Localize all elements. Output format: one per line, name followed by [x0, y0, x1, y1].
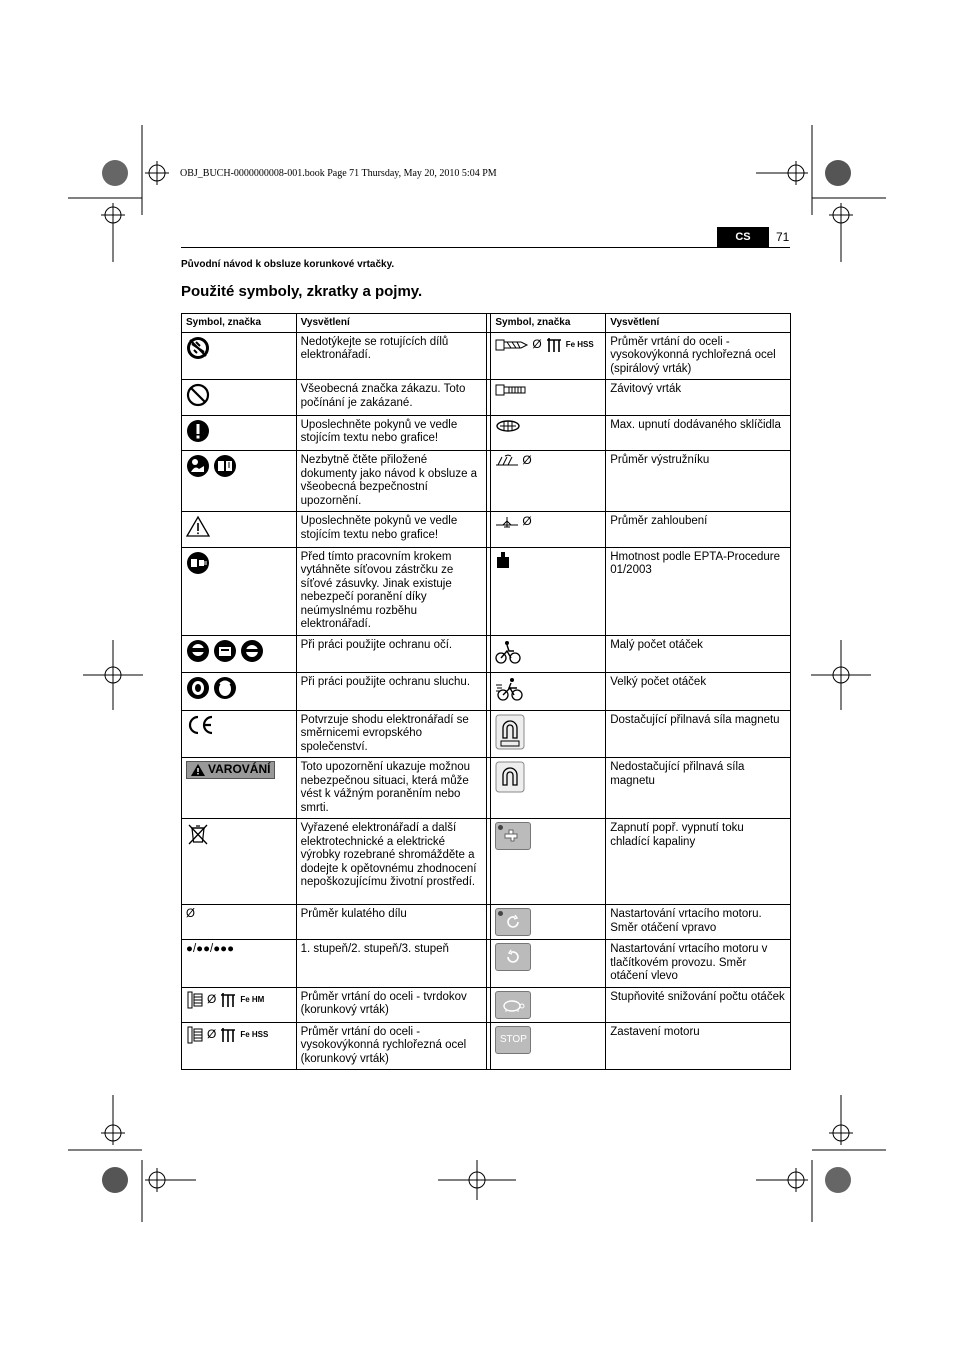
- table-row: [182, 940, 791, 988]
- table-header-row: [182, 314, 791, 333]
- table-cell: Zastavení motoru: [606, 1022, 791, 1070]
- exclamation-icon: [186, 419, 210, 443]
- table-cell: Toto upozornění ukazuje možnou nebezpečnou situaci, která může vést k vážným poraněním nebo smrti.: [296, 758, 487, 819]
- core-drill-icon: [186, 991, 204, 1009]
- table-row: [182, 451, 791, 512]
- ear-muffs-icon: [213, 676, 237, 700]
- table-row: [182, 710, 791, 758]
- rotate-left-icon: [504, 948, 522, 966]
- chuck-max-icon: [495, 419, 521, 433]
- fe-hss-label: Fe HSS: [565, 339, 594, 349]
- table-cell: Hmotnost podle EPTA-Procedure 01/2003: [606, 547, 791, 635]
- table-cell: Nastartování vrtacího motoru. Směr otáčení vpravo: [606, 905, 791, 940]
- turtle-icon: [501, 997, 525, 1013]
- stop-button: [495, 1026, 531, 1054]
- table-cell: Velký počet otáček: [606, 673, 791, 711]
- table-cell: Potvrzuje shodu elektronářadí se směrnicemi evropského společenství.: [296, 710, 487, 758]
- table-cell: Závitový vrták: [606, 380, 791, 416]
- reamer-icon: [495, 454, 519, 468]
- diameter-symbol: Ø: [532, 336, 542, 351]
- material-steel-icon: [545, 336, 563, 354]
- table-row: [182, 547, 791, 635]
- speed-reduction-button: [495, 991, 531, 1019]
- table-cell: Průměr kulatého dílu: [296, 905, 487, 940]
- diameter-symbol: Ø: [522, 453, 532, 468]
- header-explanation-left: Vysvětlení: [296, 314, 487, 333]
- twist-drill-icon: [495, 338, 529, 352]
- page-number: 71: [776, 230, 790, 244]
- table-cell: Malý počet otáček: [606, 635, 791, 673]
- diameter-symbol: Ø: [207, 991, 217, 1006]
- weight-icon: [495, 551, 511, 569]
- ear-protection-icon: [186, 676, 210, 700]
- motor-right-button: [495, 908, 531, 936]
- table-row: [182, 332, 791, 380]
- section-title: Použité symboly, zkratky a pojmy.: [181, 283, 423, 300]
- fast-cyclist-icon: [495, 676, 525, 702]
- diameter-symbol: Ø: [207, 1026, 217, 1041]
- table-row: [182, 673, 791, 711]
- table-cell: Před tímto pracovním krokem vytáhněte síťovou zástrčku ze síťové zásuvky. Jinak existuje nebezpečí poranění díky neúmyslnému rozběhu elektronářadí.: [296, 547, 487, 635]
- tap-drill-icon: [495, 383, 527, 397]
- prohibition-icon: [186, 383, 210, 407]
- diameter-symbol: Ø: [522, 514, 532, 529]
- table-cell: Nedotýkejte se rotujících dílů elektronářadí.: [296, 332, 487, 380]
- table-cell: Nedostačující přilnavá síla magnetu: [606, 758, 791, 819]
- table-cell: Všeobecná značka zákazu. Toto počínání je zakázané.: [296, 380, 487, 416]
- face-shield-icon: [213, 639, 237, 663]
- warning-label: [186, 761, 275, 779]
- table-cell: Zapnutí popř. vypnutí toku chladící kapaliny: [606, 819, 791, 905]
- table-cell: Nezbytně čtěte přiložené dokumenty jako návod k obsluze a všeobecná bezpečnostní upozornění.: [296, 451, 487, 512]
- table-cell: Uposlechněte pokynů ve vedle stojícím textu nebo grafice!: [296, 415, 487, 451]
- motor-left-button: [495, 943, 531, 971]
- header-symbol-right: Symbol, značka: [491, 314, 606, 333]
- table-cell: Při práci použijte ochranu sluchu.: [296, 673, 487, 711]
- table-cell: Dostačující přilnavá síla magnetu: [606, 710, 791, 758]
- table-cell: Průměr vrtání do oceli - tvrdokov (korunkový vrták): [296, 987, 487, 1022]
- no-touch-rotating-icon: [186, 336, 210, 360]
- ce-mark-icon: [186, 714, 214, 736]
- table-cell: Průměr zahloubení: [606, 512, 791, 548]
- table-row: [182, 380, 791, 416]
- speed-level-symbols: ●/●●/●●●: [182, 940, 297, 988]
- fe-hm-label: Fe HM: [240, 994, 265, 1004]
- magnet-sufficient-icon: [495, 714, 525, 750]
- language-tab: CS: [717, 227, 769, 247]
- table-row: [182, 512, 791, 548]
- document-subtitle: Původní návod k obsluze korunkové vrtačky.: [181, 259, 395, 270]
- table-row: [182, 987, 791, 1022]
- table-row: [182, 1022, 791, 1070]
- table-cell: Uposlechněte pokynů ve vedle stojícím textu nebo grafice!: [296, 512, 487, 548]
- table-row: [182, 415, 791, 451]
- coolant-tap-icon: [503, 828, 523, 844]
- warning-triangle-icon: [186, 515, 210, 539]
- safety-glasses-icon: [240, 639, 264, 663]
- coolant-tap-button: [495, 822, 531, 850]
- safety-goggles-icon: [186, 639, 210, 663]
- header-explanation-right: Vysvětlení: [606, 314, 791, 333]
- book-info-line: OBJ_BUCH-0000000008-001.book Page 71 Thursday, May 20, 2010 5:04 PM: [180, 168, 497, 179]
- table-cell: Průměr výstružníku: [606, 451, 791, 512]
- table-cell: Průměr vrtání do oceli - vysokovýkonná rychlořezná ocel (spirálový vrták): [606, 332, 791, 380]
- header-rule: [181, 247, 790, 248]
- symbols-table: [181, 313, 791, 1070]
- material-steel-icon: [219, 991, 237, 1009]
- table-cell: 1. stupeň/2. stupeň/3. stupeň: [296, 940, 487, 988]
- table-row: [182, 758, 791, 819]
- magnet-insufficient-icon: [495, 761, 525, 793]
- rotate-right-icon: [504, 913, 522, 931]
- slow-cyclist-icon: [495, 639, 521, 665]
- warning-triangle-icon: [191, 764, 205, 776]
- diameter-symbol: Ø: [182, 905, 297, 940]
- read-manual-person-icon: [186, 454, 210, 478]
- stop-button-label: STOP: [499, 1033, 527, 1045]
- table-row: [182, 819, 791, 905]
- table-cell: Nastartování vrtacího motoru v tlačítkovém provozu. Směr otáčení vlevo: [606, 940, 791, 988]
- table-row: [182, 635, 791, 673]
- table-row: [182, 905, 791, 940]
- core-drill-icon: [186, 1026, 204, 1044]
- weee-bin-icon: [186, 822, 210, 846]
- header-symbol-left: Symbol, značka: [182, 314, 297, 333]
- unplug-icon: [186, 551, 210, 575]
- table-cell: Max. upnutí dodávaného sklíčidla: [606, 415, 791, 451]
- material-steel-icon: [219, 1026, 237, 1044]
- countersink-icon: [495, 515, 519, 529]
- fe-hss-label: Fe HSS: [240, 1029, 269, 1039]
- table-cell: Při práci použijte ochranu očí.: [296, 635, 487, 673]
- table-cell: Vyřazené elektronářadí a další elektrotechnické a elektrické výrobky rozebrané shromážděte a dodejte k opětovnému zhodnocení nepoškozujícímu životní prostředí.: [296, 819, 487, 905]
- table-cell: Průměr vrtání do oceli - vysokovýkonná rychlořezná ocel (korunkový vrták): [296, 1022, 487, 1070]
- read-manual-book-icon: [213, 454, 237, 478]
- table-cell: Stupňovité snižování počtu otáček: [606, 987, 791, 1022]
- warning-label-text: VAROVÁNÍ: [208, 762, 271, 776]
